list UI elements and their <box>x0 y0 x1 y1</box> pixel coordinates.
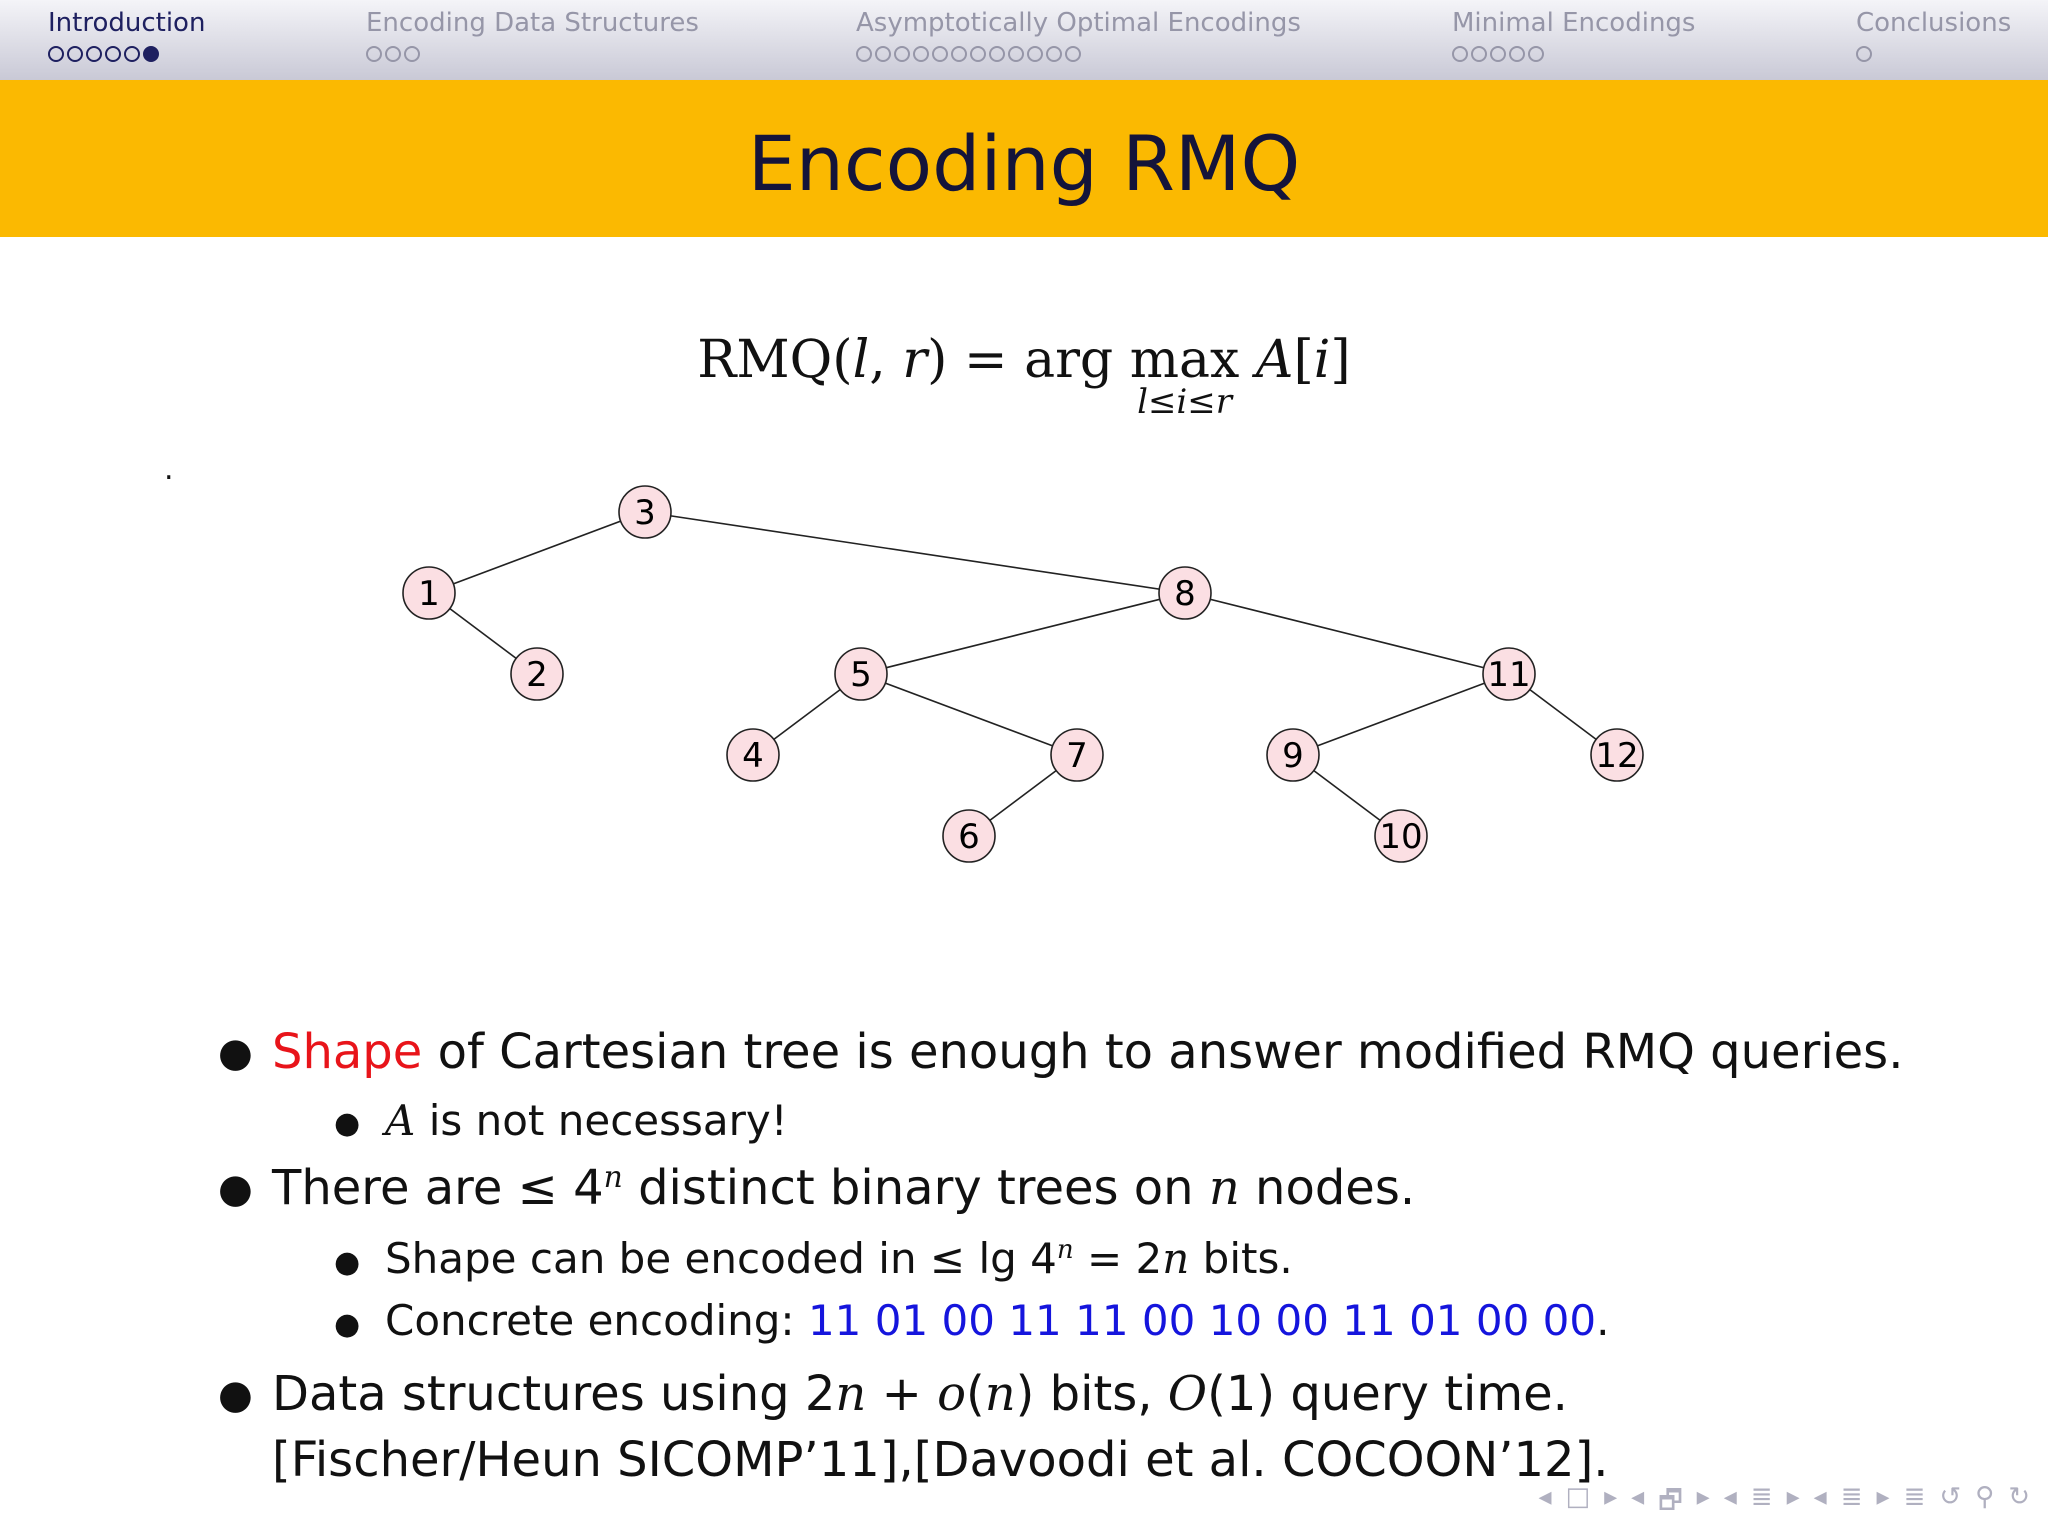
bullet-text: ) bits, <box>1015 1366 1168 1422</box>
nav-section-title: Introduction <box>48 8 206 38</box>
formula-max: max <box>1129 330 1240 390</box>
stray-dot: . <box>164 452 174 487</box>
bullet-text: (1) query time. <box>1207 1366 1568 1422</box>
tree-node-label: 6 <box>958 817 980 857</box>
formula-lhs: RMQ( <box>697 330 853 390</box>
tree-node-label: 2 <box>526 655 548 695</box>
tree-node-label: 7 <box>1066 736 1088 776</box>
tree-node <box>835 648 887 700</box>
tree-node-label: 9 <box>1282 736 1304 776</box>
tree-edge <box>861 674 1077 755</box>
bullet-text: There are ≤ 4 <box>272 1160 604 1216</box>
formula-index: i <box>1313 330 1331 390</box>
tree-node-label: 1 <box>418 574 440 614</box>
tree-node-label: 5 <box>850 655 872 695</box>
tree-edge <box>861 593 1185 674</box>
citation-line: [Fischer/Heun SICOMP’11],[Davoodi et al. COCOON’12]. <box>272 1432 1609 1488</box>
var-n: n <box>1162 1234 1190 1283</box>
tree-node <box>1267 729 1319 781</box>
prev-subsection-icon[interactable]: ◂ <box>1631 1482 1645 1512</box>
beamer-navigation-symbols <box>1538 1482 2030 1526</box>
formula-comma: , <box>869 330 903 390</box>
next-subsection-icon[interactable]: ▸ <box>1696 1482 1710 1512</box>
prev-frame-icon[interactable]: ◂ <box>1538 1482 1552 1512</box>
formula-eq-arg: ) = arg <box>927 330 1130 390</box>
tree-node <box>619 486 671 538</box>
bullet-text: . <box>1596 1296 1610 1345</box>
tree-node <box>511 648 563 700</box>
bullet-text: Data structures using 2 <box>272 1366 836 1422</box>
tree-edge <box>1185 593 1509 674</box>
big-o: O <box>1167 1366 1208 1422</box>
next-document-icon[interactable]: ▸ <box>1876 1482 1890 1512</box>
tree-node <box>1591 729 1643 781</box>
nav-section-title: Minimal Encodings <box>1452 8 1696 38</box>
tree-nodes <box>403 486 1643 862</box>
bullet-text: is not necessary! <box>415 1096 788 1145</box>
bullet-text: + <box>866 1366 938 1422</box>
bullet-text: bits. <box>1189 1234 1293 1283</box>
tree-node-label: 11 <box>1487 655 1531 695</box>
formula-bracket-open: [ <box>1293 330 1314 390</box>
tree-node <box>727 729 779 781</box>
tree-node <box>403 567 455 619</box>
sub-bullet-dot: ● <box>334 1106 361 1141</box>
tree-node <box>1375 810 1427 862</box>
search-icon[interactable]: ⚲ <box>1975 1482 1995 1512</box>
bullet-text: of Cartesian tree is enough to answer modified RMQ queries. <box>422 1024 1904 1080</box>
toc-icon[interactable]: ≣ <box>1903 1482 1926 1512</box>
bullet-text: Concrete encoding: <box>385 1296 808 1345</box>
bullet-dot: ● <box>218 1372 253 1418</box>
tree-node-label: 3 <box>634 493 656 533</box>
prev-document-icon[interactable]: ◂ <box>1813 1482 1827 1512</box>
tree-node-label: 8 <box>1174 574 1196 614</box>
tree-node-label: 4 <box>742 736 764 776</box>
formula-var-l: l <box>852 330 870 390</box>
bullet-dot: ● <box>218 1166 253 1212</box>
bullet-text: Shape can be encoded in ≤ lg 4 <box>385 1234 1057 1283</box>
tree-node-label: 10 <box>1379 817 1423 857</box>
nav-section-title: Asymptotically Optimal Encodings <box>856 8 1301 38</box>
tree-node-label: 12 <box>1595 736 1639 776</box>
var-n: n <box>984 1366 1016 1422</box>
highlight-shape: Shape <box>272 1024 423 1080</box>
slide-title: Encoding RMQ <box>747 119 1301 208</box>
next-frame-icon[interactable]: ▸ <box>1604 1482 1618 1512</box>
tree-node <box>1159 567 1211 619</box>
sub-bullet-dot: ● <box>334 1307 361 1342</box>
little-o: o <box>937 1366 966 1422</box>
bullet-dot: ● <box>218 1030 253 1076</box>
prev-section-icon[interactable]: ◂ <box>1723 1482 1737 1512</box>
exponent-n: n <box>1056 1235 1074 1265</box>
nav-section-title: Conclusions <box>1856 8 2012 38</box>
tree-edge <box>429 512 645 593</box>
var-n: n <box>1208 1160 1240 1216</box>
next-section-icon[interactable]: ▸ <box>1786 1482 1800 1512</box>
formula-array: A <box>1255 330 1294 390</box>
bullet-text: distinct binary trees on <box>622 1160 1209 1216</box>
var-n: n <box>835 1366 867 1422</box>
subsection-icon[interactable]: 🗗 <box>1658 1486 1683 1516</box>
encoding-bits: 11 01 00 11 11 00 10 00 11 01 00 00 <box>807 1296 1597 1345</box>
var-a: A <box>385 1096 416 1145</box>
document-icon[interactable]: ≣ <box>1840 1482 1863 1512</box>
forward-icon[interactable]: ↻ <box>2008 1482 2030 1512</box>
tree-node <box>943 810 995 862</box>
tree-node <box>1051 729 1103 781</box>
tree-edges <box>429 512 1617 836</box>
tree-edge <box>645 512 1185 593</box>
tree-edge <box>1293 674 1509 755</box>
back-icon[interactable]: ↺ <box>1939 1482 1962 1512</box>
exponent-n: n <box>603 1160 623 1195</box>
nav-section-title: Encoding Data Structures <box>366 8 699 38</box>
bullet-text: nodes. <box>1239 1160 1416 1216</box>
formula-var-r: r <box>902 330 928 390</box>
bullet-text: = 2 <box>1073 1234 1163 1283</box>
bullet-text: ( <box>965 1366 985 1422</box>
formula-subscript: l≤i≤r <box>1137 382 1233 422</box>
sub-bullet-dot: ● <box>334 1245 361 1280</box>
tree-node <box>1483 648 1535 700</box>
section-icon[interactable]: ≣ <box>1750 1482 1773 1512</box>
formula-bracket-close: ] <box>1330 330 1351 390</box>
frame-icon[interactable]: □ <box>1565 1482 1591 1512</box>
